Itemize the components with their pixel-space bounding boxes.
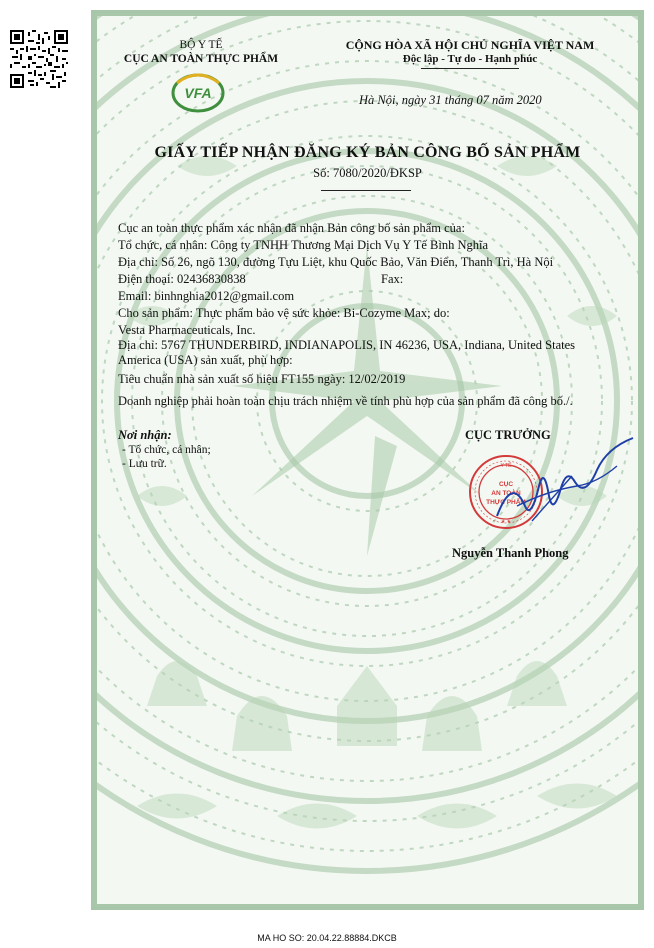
organization-address: Địa chỉ: Số 26, ngõ 130, đường Tựu Liệt, khu Quốc Bảo, Văn Điển, Thanh Trì, Hà Nội [118,255,554,269]
motto-underline [421,68,519,69]
agency-name: CỤC AN TOÀN THỰC PHẨM [123,53,279,65]
national-motto: Độc lập - Tự do - Hạnh phúc [402,53,538,65]
product-text: Cho sản phẩm: Thực phẩm bảo vệ sức khỏe: Bi-Cozyme Max; do: [118,306,450,320]
vfa-logo-text: VFA [184,85,212,101]
responsibility-text: Doanh nghiệp phải hoàn toàn chịu trách nhiệm về tính phù hợp của sản phẩm đã công bố./. [118,394,573,408]
phone-text: Điện thoại: 02436830838 [118,272,246,286]
number-underline [321,190,411,191]
signer-position: CỤC TRƯỞNG [465,428,551,442]
recipient-item: - Lưu trữ. [122,458,167,470]
manufacturer-name: Vesta Pharmaceuticals, Inc. [118,323,256,337]
manufacturer-address: Địa chỉ: 5767 THUNDERBIRD, INDIANAPOLIS, IN 46236, USA, Indiana, United States America (USA) sản xuất, phù hợp: [118,338,576,367]
issue-date: Hà Nội, ngày 31 tháng 07 năm 2020 [359,93,542,107]
signer-name: Nguyễn Thanh Phong [452,546,569,560]
document-number: Số: 7080/2020/ĐKSP [313,166,422,180]
svg-text:CỤC: CỤC [498,481,514,488]
certificate-document [91,10,644,910]
document-title: GIẤY TIẾP NHẬN ĐĂNG KÝ BẢN CÔNG BỐ SẢN PHẨM [154,144,581,161]
document-content [97,16,638,904]
national-header-block [305,38,635,66]
signature-icon [477,436,637,546]
organization-text: Tổ chức, cá nhân: Công ty TNHH Thương Mại Dịch Vụ Y Tế Bình Nghĩa [118,238,488,252]
recipient-item: - Tổ chức, cá nhân; [122,444,211,456]
vfa-logo-icon [169,63,227,115]
ministry-name: BỘ Y TẾ [179,39,223,51]
issuing-agency-block [111,38,291,66]
email-text: Email: binhnghia2012@gmail.com [118,289,295,303]
fax-text: Fax: [381,272,404,286]
country-name: CỘNG HÒA XÃ HỘI CHỦ NGHĨA VIỆT NAM [345,38,595,52]
qr-code-icon [10,30,68,88]
svg-text:THỰC PHẨM: THỰC PHẨM [486,499,526,506]
intro-text: Cục an toàn thực phẩm xác nhận đã nhận Bản công bố sản phẩm của: [118,221,465,235]
svg-text:AN TOÀN: AN TOÀN [491,490,521,497]
dossier-code: MA HO SO: 20.04.22.88884.DKCB [257,933,397,943]
svg-text:Y TẾ: Y TẾ [500,463,512,469]
svg-text:★ ★: ★ ★ [500,519,512,525]
standard-text: Tiêu chuẩn nhà sản xuất số hiệu FT155 ngày: 12/02/2019 [118,372,406,386]
recipients-heading: Nơi nhận: [118,428,172,442]
